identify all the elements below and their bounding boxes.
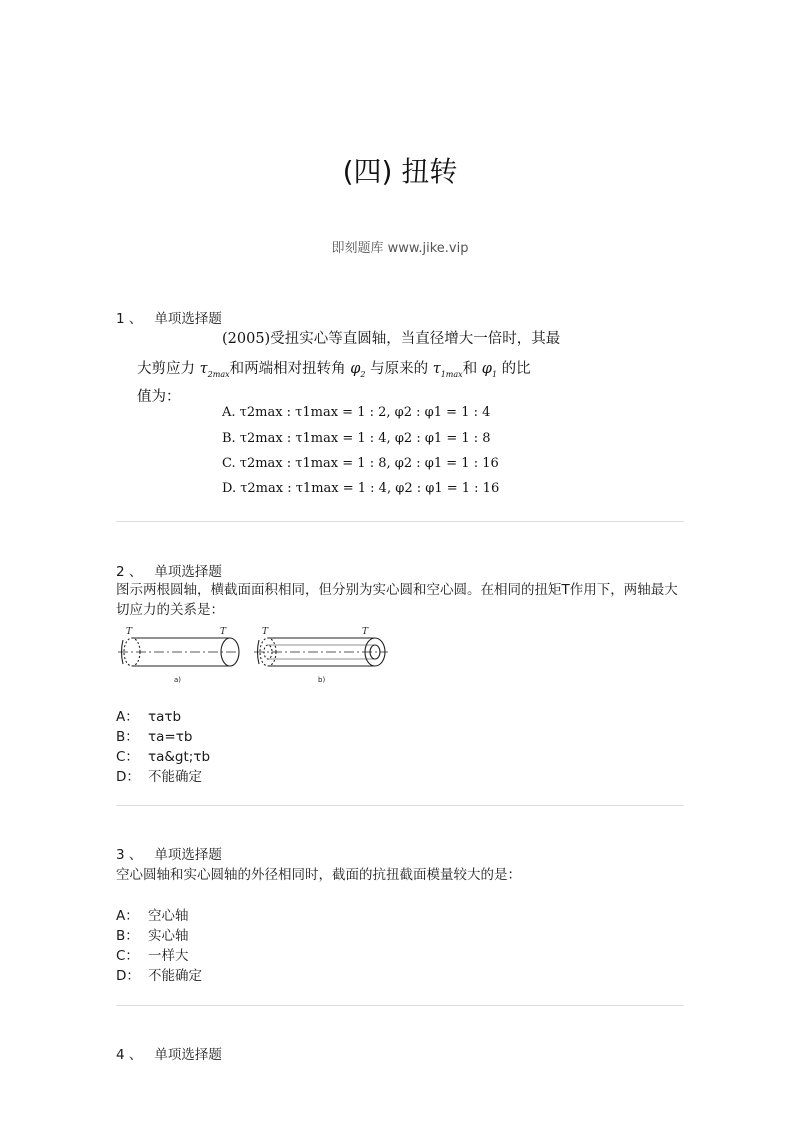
question-1-option-a[interactable]: A. τ2max : τ1max = 1 : 2, φ2 : φ1 = 1 : 4 bbox=[222, 405, 491, 420]
question-3-option-d[interactable]: D： 不能确定 bbox=[116, 968, 202, 984]
figure-label-b: b) bbox=[318, 676, 326, 684]
question-2-stem: 图示两根圆轴，横截面面积相同，但分别为实心圆和空心圆。在相同的扭矩T作用下，两轴最大切应力的关系是： bbox=[116, 582, 678, 618]
question-3-header bbox=[116, 843, 222, 863]
question-3-option-c[interactable]: C： 一样大 bbox=[116, 948, 189, 964]
solid-shaft-a bbox=[118, 638, 239, 666]
question-3-type: 单项选择题 bbox=[154, 847, 222, 863]
divider bbox=[116, 1005, 684, 1006]
tau-2max-symbol: $\tau_{2max}$ bbox=[199, 361, 230, 379]
question-1-option-d[interactable]: D. τ2max : τ1max = 1 : 4, φ2 : φ1 = 1 : 16 bbox=[222, 481, 500, 496]
question-1-header bbox=[116, 307, 222, 327]
question-4-header bbox=[116, 1043, 222, 1063]
phi-2-symbol: $\varphi_2$ bbox=[350, 361, 366, 379]
question-1-stem-line-3: 值为： bbox=[137, 389, 181, 405]
question-1-stem-line-2: 大剪应力 $\tau_{2max}$和两端相对扭转角 $\varphi_2$ 与原来的 $\tau_{1max}$和 $\varphi_1$ 的比 bbox=[137, 361, 531, 379]
question-4-number: 4 、 bbox=[116, 1047, 143, 1063]
question-3-option-b[interactable]: B： 实心轴 bbox=[116, 928, 189, 944]
question-2-header bbox=[116, 560, 222, 580]
page-title: (四) 扭转 bbox=[342, 155, 458, 188]
torque-label-b-right: T bbox=[362, 627, 369, 637]
question-2-number: 2 、 bbox=[116, 564, 143, 580]
question-2-shaft-figure bbox=[116, 624, 392, 686]
torque-label-a-right: T bbox=[220, 627, 227, 637]
torque-label-b-left: T bbox=[262, 627, 269, 637]
torque-label-a-left: T bbox=[126, 627, 133, 637]
hollow-shaft-b bbox=[254, 638, 388, 666]
figure-label-a: a) bbox=[174, 676, 182, 684]
tau-1max-symbol: $\tau_{1max}$ bbox=[432, 361, 463, 379]
question-2-option-b[interactable]: B： τa=τb bbox=[116, 729, 193, 745]
question-2-option-a[interactable]: A： τaτb bbox=[116, 709, 182, 725]
question-2-option-d[interactable]: D： 不能确定 bbox=[116, 769, 202, 785]
question-3-stem: 空心圆轴和实心圆轴的外径相同时，截面的抗扭截面模量较大的是： bbox=[116, 867, 521, 883]
question-3-number: 3 、 bbox=[116, 847, 143, 863]
divider bbox=[116, 805, 684, 806]
question-2-option-c[interactable]: C： τa&gt;τb bbox=[116, 749, 211, 765]
divider bbox=[116, 521, 684, 522]
question-1-type: 单项选择题 bbox=[154, 311, 222, 327]
question-1-number: 1 、 bbox=[116, 311, 143, 327]
question-1-option-b[interactable]: B. τ2max : τ1max = 1 : 4, φ2 : φ1 = 1 : 8 bbox=[222, 431, 491, 446]
phi-1-symbol: $\varphi_1$ bbox=[481, 361, 498, 379]
page-subtitle: 即刻题库 www.jike.vip bbox=[331, 241, 469, 256]
question-2-type: 单项选择题 bbox=[154, 564, 222, 580]
question-3-option-a[interactable]: A： 空心轴 bbox=[116, 908, 189, 924]
question-4-type: 单项选择题 bbox=[154, 1047, 222, 1063]
question-1-option-c[interactable]: C. τ2max : τ1max = 1 : 8, φ2 : φ1 = 1 : 16 bbox=[222, 456, 499, 471]
question-1-stem-line-1: (2005)受扭实心等直圆轴，当直径增大一倍时，其最 bbox=[222, 331, 561, 347]
